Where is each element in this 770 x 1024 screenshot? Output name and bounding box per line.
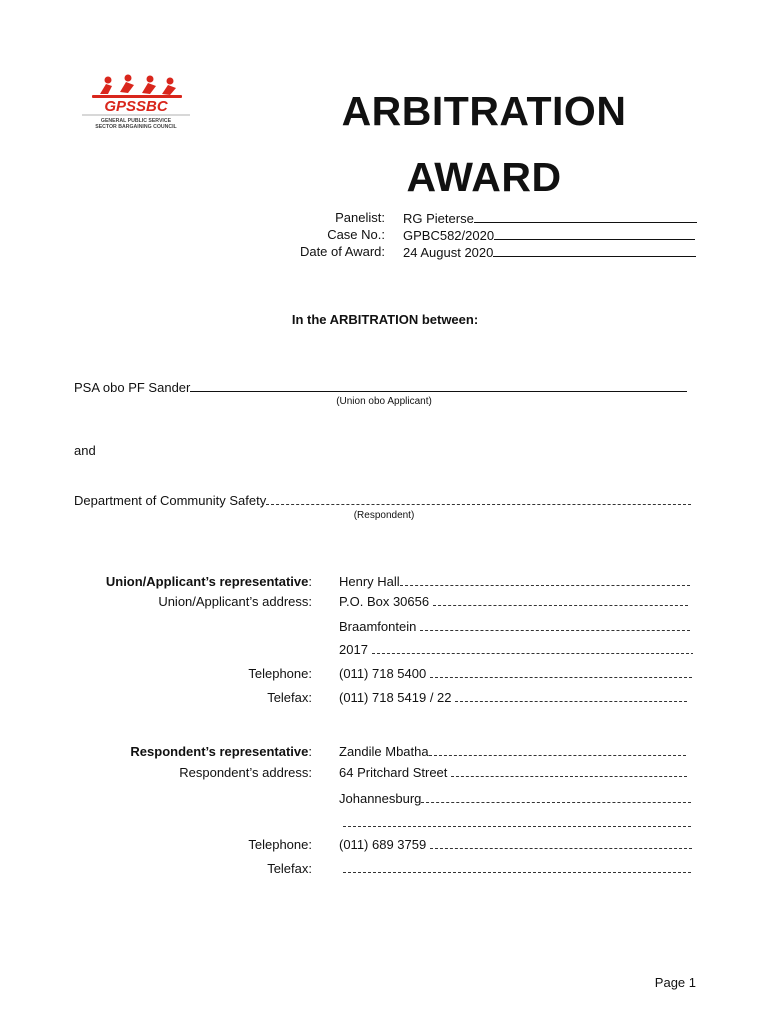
title-line-1: ARBITRATION	[341, 88, 627, 134]
logo-sub2: SECTOR BARGAINING COUNCIL	[95, 124, 177, 130]
respondent-telefax-value	[339, 861, 693, 876]
date-of-award-label: Date of Award:	[299, 244, 385, 259]
respondent-telefax-label: Telefax:	[267, 861, 312, 876]
logo-graphic	[78, 72, 194, 132]
intro-heading: In the ARBITRATION between:	[291, 312, 479, 327]
respondent-rep-value: Zandile Mbatha	[339, 744, 693, 759]
union-rep-value: Henry Hall	[339, 574, 693, 589]
applicant-caption: (Union obo Applicant)	[336, 396, 432, 407]
union-telefax-value: (011) 718 5419 / 22	[339, 690, 693, 705]
respondent-address-line-2: Johannesburg	[339, 791, 693, 806]
case-no-label: Case No.:	[327, 227, 385, 242]
logo-sub1: GENERAL PUBLIC SERVICE	[100, 118, 172, 124]
union-address-line-2: Braamfontein	[339, 619, 693, 634]
union-address-label: Union/Applicant’s address:	[158, 594, 312, 609]
union-address-line-1: P.O. Box 30656	[339, 594, 693, 609]
gpssbc-logo	[78, 72, 194, 132]
respondent-address-label: Respondent’s address:	[179, 765, 312, 780]
panelist-value: RG Pieterse	[403, 210, 697, 226]
case-no-value: GPBC582/2020	[403, 227, 695, 243]
document-title	[302, 78, 666, 210]
union-rep-label: Union/Applicant’s representative:	[105, 574, 312, 589]
union-address-line-3: 2017	[339, 642, 693, 657]
respondent-rep-label: Respondent’s representative:	[130, 744, 312, 759]
title-line-2: AWARD	[406, 154, 562, 200]
respondent-caption: (Respondent)	[353, 510, 415, 521]
union-telefax-label: Telefax:	[267, 690, 312, 705]
respondent-address-line-3	[339, 815, 693, 830]
respondent-telephone-label: Telephone:	[248, 837, 312, 852]
page-number: Page 1	[654, 975, 696, 990]
panelist-label: Panelist:	[335, 210, 385, 225]
respondent-name: Department of Community Safety	[74, 493, 267, 508]
union-telephone-value: (011) 718 5400	[339, 666, 693, 681]
date-of-award-value: 24 August 2020	[403, 244, 696, 260]
applicant-line	[74, 379, 687, 395]
respondent-line	[74, 493, 691, 508]
union-telephone-label: Telephone:	[248, 666, 312, 681]
and-text: and	[74, 443, 96, 458]
respondent-telephone-value: (011) 689 3759	[339, 837, 693, 852]
respondent-address-line-1: 64 Pritchard Street	[339, 765, 693, 780]
logo-text: GPSSBC	[104, 98, 168, 115]
applicant-name: PSA obo PF Sander	[74, 380, 191, 395]
